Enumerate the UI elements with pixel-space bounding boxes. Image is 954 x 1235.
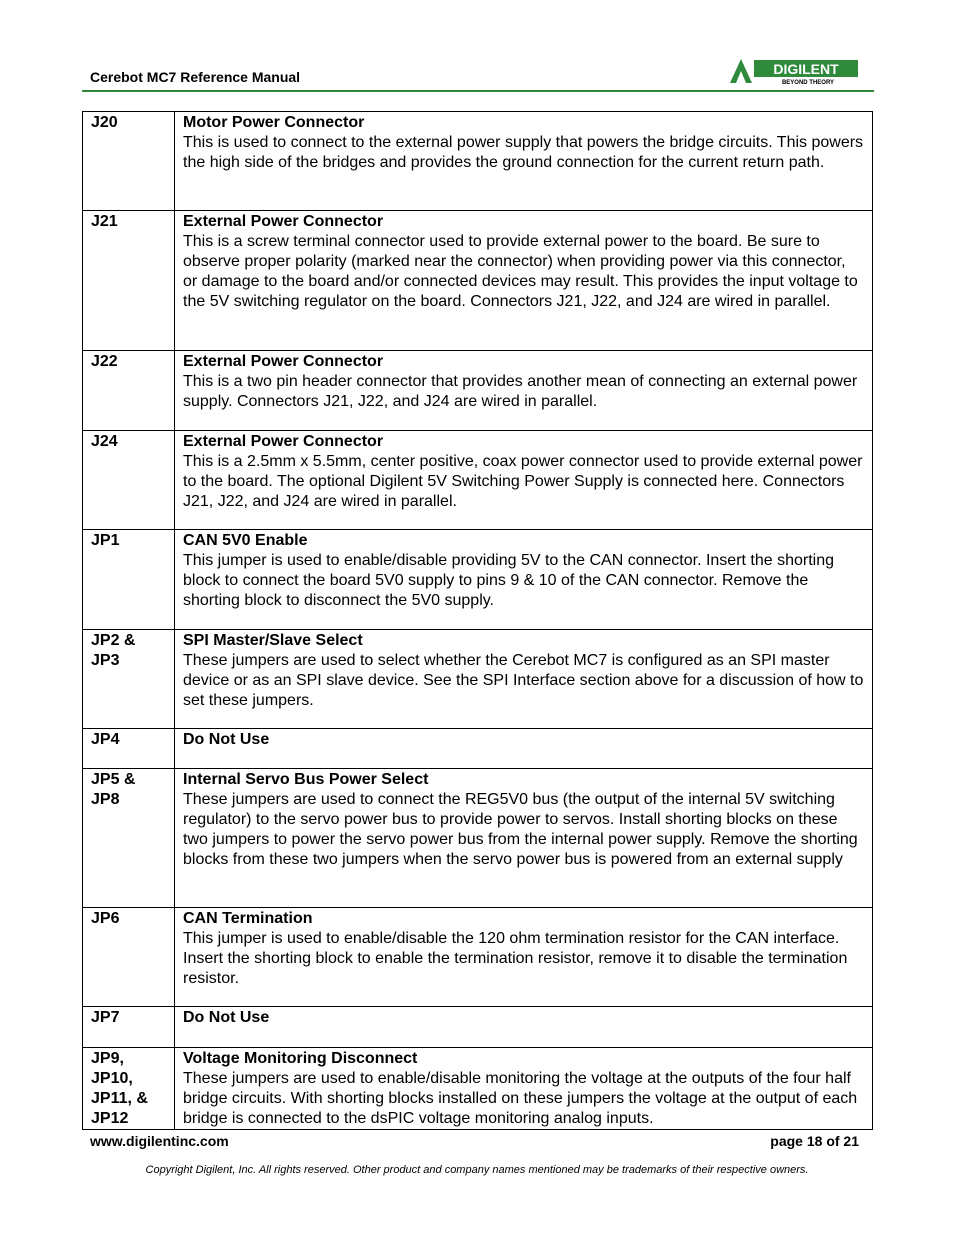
description-cell xyxy=(175,1048,873,1130)
connector-id: JP9, JP10, JP11, & JP12 xyxy=(91,1050,148,1127)
row-description: This is used to connect to the external power supply that powers the bridge circuits. This powers the high side of the bridges and provides the ground connection for the current return path. xyxy=(183,134,864,171)
page-number: page 18 of 21 xyxy=(770,1133,859,1149)
svg-text:DIGILENT: DIGILENT xyxy=(773,61,839,77)
connector-id-cell xyxy=(83,908,175,1007)
connector-id: JP1 xyxy=(91,532,120,549)
row-title: CAN Termination xyxy=(183,910,313,927)
connector-id-cell xyxy=(83,530,175,630)
row-title: SPI Master/Slave Select xyxy=(183,632,363,649)
row-title: Internal Servo Bus Power Select xyxy=(183,771,429,788)
table-row xyxy=(83,1007,873,1048)
connector-id-cell xyxy=(83,211,175,351)
connector-id-cell xyxy=(83,729,175,769)
description-cell xyxy=(175,908,873,1007)
description-cell xyxy=(175,630,873,729)
connector-id-cell xyxy=(83,112,175,211)
row-title: Do Not Use xyxy=(183,731,270,748)
row-title: External Power Connector xyxy=(183,433,384,450)
connector-id-cell xyxy=(83,431,175,530)
table-row xyxy=(83,351,873,431)
row-title: External Power Connector xyxy=(183,213,384,230)
connector-id: J24 xyxy=(91,433,118,450)
table-row xyxy=(83,211,873,351)
row-title: Do Not Use xyxy=(183,1009,270,1026)
row-title: Motor Power Connector xyxy=(183,114,365,131)
table-row xyxy=(83,908,873,1007)
document-title: Cerebot MC7 Reference Manual xyxy=(90,69,301,85)
connector-id: J22 xyxy=(91,353,118,370)
description-cell xyxy=(175,431,873,530)
row-description: These jumpers are used to select whether the Cerebot MC7 is configured as an SPI master device or as an SPI slave device. See the SPI Interface section above for a discussion of how to set these jumpers. xyxy=(183,652,864,709)
connector-id: JP5 & JP8 xyxy=(91,771,136,808)
footer-website-link[interactable]: www.digilentinc.com xyxy=(90,1133,229,1149)
connector-id: J20 xyxy=(91,114,118,131)
description-cell xyxy=(175,729,873,769)
table-row xyxy=(83,431,873,530)
description-cell xyxy=(175,1007,873,1048)
connector-table xyxy=(82,111,873,1130)
connector-id: JP4 xyxy=(91,731,120,748)
row-description: These jumpers are used to connect the REG5V0 bus (the output of the internal 5V switching regulator) to the servo power bus to provide power to servos. Install shorting blocks on these two jumpers to power the servo power bus from the internal power supply. Remove the shorting blocks from these two jumpers when the servo power bus is powered from an external supply xyxy=(183,791,858,868)
description-cell xyxy=(175,769,873,908)
connector-id: J21 xyxy=(91,213,118,230)
table-row xyxy=(83,630,873,729)
row-description: This is a two pin header connector that provides another mean of connecting an external power supply. Connectors J21, J22, and J24 are wired in parallel. xyxy=(183,373,858,410)
svg-text:BEYOND THEORY: BEYOND THEORY xyxy=(781,80,835,85)
row-description: This is a 2.5mm x 5.5mm, center positive, coax power connector used to provide external power to the board. The optional Digilent 5V Switching Power Supply is connected here. Connectors J21, J22, and J24 are wired in parallel. xyxy=(183,453,863,510)
row-description: This jumper is used to enable/disable providing 5V to the CAN connector. Insert the shorting block to connect the board 5V0 supply to pins 9 & 10 of the CAN connector. Remove the shorting block to disconnect the 5V0 supply. xyxy=(183,552,835,609)
connector-id: JP7 xyxy=(91,1009,120,1026)
connector-id-cell xyxy=(83,351,175,431)
digilent-logo xyxy=(728,57,859,85)
row-title: Voltage Monitoring Disconnect xyxy=(183,1050,418,1067)
connector-id-cell xyxy=(83,1048,175,1130)
header-divider xyxy=(82,90,874,92)
table-row xyxy=(83,769,873,908)
row-description: This is a screw terminal connector used to provide external power to the board. Be sure to observe proper polarity (marked near the connector) when providing power via this connector, or damage to the board and/or connected devices may result. This provides the input voltage to the 5V switching regulator on the board. Connectors J21, J22, and J24 are wired in parallel. xyxy=(183,233,858,310)
description-cell xyxy=(175,351,873,431)
description-cell xyxy=(175,112,873,211)
connector-id: JP2 & JP3 xyxy=(91,632,136,669)
table-row xyxy=(83,530,873,630)
copyright-notice: Copyright Digilent, Inc. All rights reserved. Other product and company names mentioned may be trademarks of their respective owners. xyxy=(145,1164,809,1176)
description-cell xyxy=(175,530,873,630)
connector-id-cell xyxy=(83,630,175,729)
row-description: This jumper is used to enable/disable the 120 ohm termination resistor for the CAN interface. Insert the shorting block to enable the termination resistor, remove it to disable the termination resistor. xyxy=(183,930,848,987)
description-cell xyxy=(175,211,873,351)
row-title: CAN 5V0 Enable xyxy=(183,532,308,549)
table-row xyxy=(83,1048,873,1130)
connector-id-cell xyxy=(83,769,175,908)
table-row xyxy=(83,729,873,769)
table-row xyxy=(83,112,873,211)
row-title: External Power Connector xyxy=(183,353,384,370)
connector-id: JP6 xyxy=(91,910,120,927)
row-description: These jumpers are used to enable/disable monitoring the voltage at the outputs of the four half bridge circuits. With shorting blocks installed on these jumpers the voltage at the output of each bridge is connected to the dsPIC voltage monitoring analog inputs. xyxy=(183,1070,858,1127)
connector-id-cell xyxy=(83,1007,175,1048)
